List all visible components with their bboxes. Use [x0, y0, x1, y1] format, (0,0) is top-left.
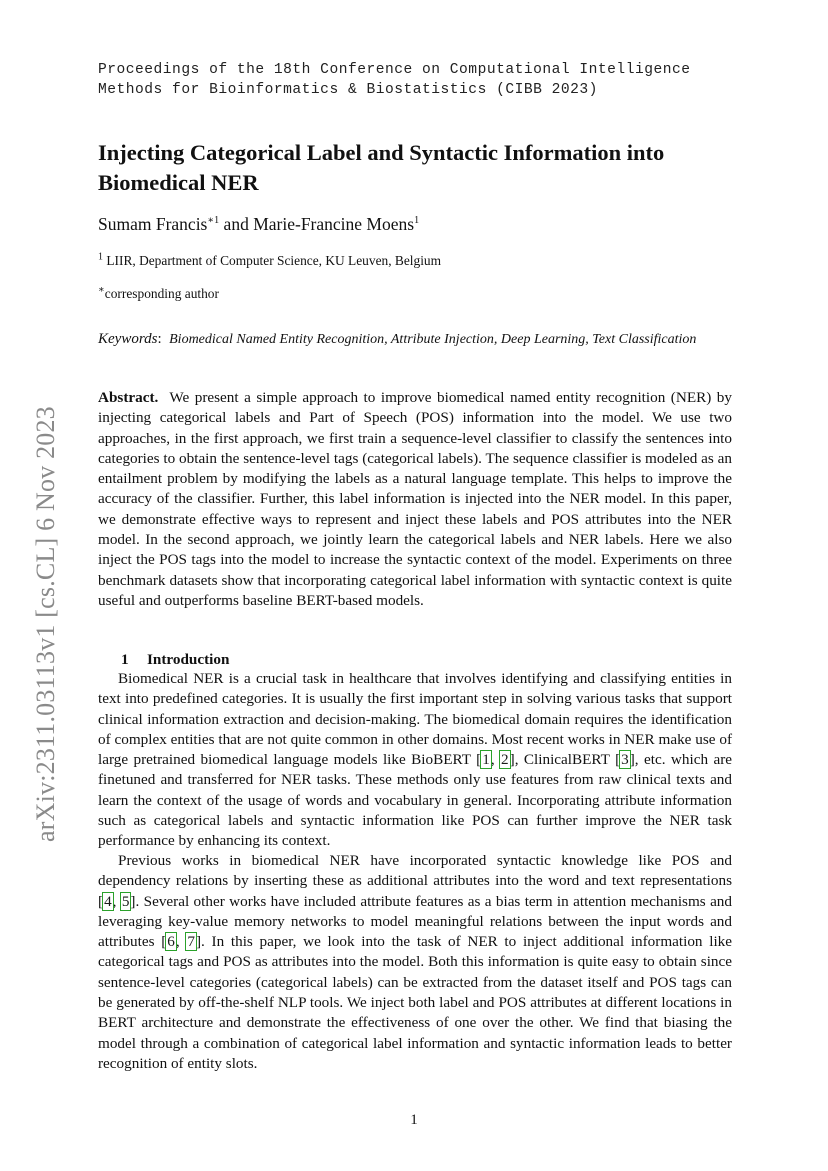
intro-p2-text-a: Previous works in biomedical NER have incorporated syntactic knowledge like POS and dependency relations by inserting these as additional attributes into the word and text representations [: [98, 852, 732, 910]
abstract-label: Abstract.: [98, 389, 159, 406]
corresponding-author-note: [98, 286, 219, 302]
intro-p2-sep1: ,: [112, 892, 121, 910]
affiliation-text: LIIR, Department of Computer Science, KU Leuven, Belgium: [103, 253, 442, 268]
authors: [98, 214, 419, 235]
affiliation: [98, 253, 441, 269]
intro-p2-sep2: ,: [175, 933, 187, 951]
citation-2[interactable]: [500, 751, 510, 768]
citation-2-link[interactable]: 2: [501, 751, 509, 769]
corresponding-text: corresponding author: [104, 286, 219, 301]
section-title: Introduction: [147, 651, 230, 668]
intro-paragraph-2: [98, 851, 732, 1074]
keywords-label: Keywords: [98, 331, 158, 347]
author-2: Marie-Francine Moens: [253, 214, 415, 234]
section-number: 1: [121, 651, 129, 668]
intro-p1-text-b: ], ClinicalBERT [: [509, 751, 621, 769]
conference-header-line1: Proceedings of the 18th Conference on Computational Intelligence: [98, 62, 691, 78]
citation-4[interactable]: [103, 893, 113, 910]
citation-6-link[interactable]: 6: [167, 933, 175, 951]
abstract-text: We present a simple approach to improve biomedical named entity recognition (NER) by injecting categorical labels and Part of Speech (POS) information into the model. We use two approaches, in the first approach, we first train a sequence-level classifier to classify the sentences into categories to obtain the sentence-level tags (categorical labels). The sequence classifier is modeled as an entailment problem by modifying the labels as a natural language template. This helps to improve the accuracy of the classifier. Further, this label information is injected into the NER model. In this paper, we demonstrate effective ways to represent and inject these labels and POS attributes into the NER model. In the second approach, we jointly learn the categorical labels and NER labels. Here we also inject the POS tags into the model to increase the syntactic context of the model. Experiments on three benchmark datasets show that incorporating categorical label information with syntactic context is quite useful and outperforms baseline BERT-based models.: [98, 389, 732, 609]
author-connector: and: [219, 214, 254, 234]
citation-7[interactable]: [186, 933, 196, 950]
citation-5[interactable]: [121, 893, 131, 910]
arxiv-identifier: arXiv:2311.03113v1 [cs.CL] 6 Nov 2023: [31, 406, 60, 842]
citation-4-link[interactable]: 4: [104, 892, 112, 910]
affiliation-mark: 1: [98, 251, 103, 263]
author-1-mark: ∗1: [207, 215, 220, 227]
page-number: 1: [410, 1112, 418, 1128]
citation-6[interactable]: [166, 933, 176, 950]
citation-3-link[interactable]: 3: [621, 751, 629, 769]
intro-p1-text-a: Biomedical NER is a crucial task in healthcare that involves identifying and classifying entities in text into predefined categories. It is usually the first important step in solving various tasks that support clinical information extraction and decision-making. The biomedical domain requires the identification of complex entities that are not quite common in other domains. Most recent works in NER make use of large pretrained biomedical language models like BioBERT [: [98, 670, 732, 769]
corresponding-mark: ∗: [98, 284, 105, 296]
intro-p1-text-c: ], etc. which are finetuned and transferred for NER tasks. These methods only use features from raw clinical texts and learn the context of the usage of words and vocabulary in general. Incorporating attribute information such as categorical labels and syntactic information like POS can further improve the NER task performance by enhancing its context.: [98, 751, 733, 850]
citation-7-link[interactable]: 7: [187, 933, 195, 951]
citation-5-link[interactable]: 5: [121, 892, 130, 910]
intro-p1-sep: ,: [490, 751, 501, 769]
citation-1[interactable]: [481, 751, 491, 768]
intro-p2-text-c: ]. In this paper, we look into the task of NER to inject additional information like categorical tags and POS as attributes into the model. Both this information is quite easy to obtain since sentence-level categories (categorical labels) can be extracted from the dataset itself and POS tags can be generated by off-the-shelf NLP tools. We inject both label and POS attributes at different locations in BERT architecture and demonstrate the effectiveness of one over the other. We find that biasing the model through a combination of categorical label information and syntactic information leads to better recognition of entity slots.: [98, 933, 732, 1072]
keywords: [98, 329, 732, 350]
section-heading-introduction: [121, 651, 229, 669]
keywords-list: Biomedical Named Entity Recognition, Attribute Injection, Deep Learning, Text Classification: [169, 332, 697, 347]
citation-1-link[interactable]: 1: [482, 751, 490, 769]
abstract: [98, 388, 732, 611]
intro-p2-text-b: ]. Several other works have included attribute features as a bias term in attention mechanisms and leveraging key-value memory networks to model meaningful relations between the input words and attributes [: [98, 892, 732, 951]
citation-3[interactable]: [620, 751, 630, 768]
conference-header: [98, 60, 691, 100]
paper-title: Injecting Categorical Label and Syntactic Information into Biomedical NER: [98, 140, 665, 195]
conference-header-line2: Methods for Bioinformatics & Biostatistics (CIBB 2023): [98, 82, 598, 98]
keywords-colon: :: [157, 331, 162, 347]
author-1: Sumam Francis: [98, 214, 208, 234]
author-2-mark: 1: [414, 215, 420, 227]
intro-paragraph-1: [98, 669, 732, 852]
